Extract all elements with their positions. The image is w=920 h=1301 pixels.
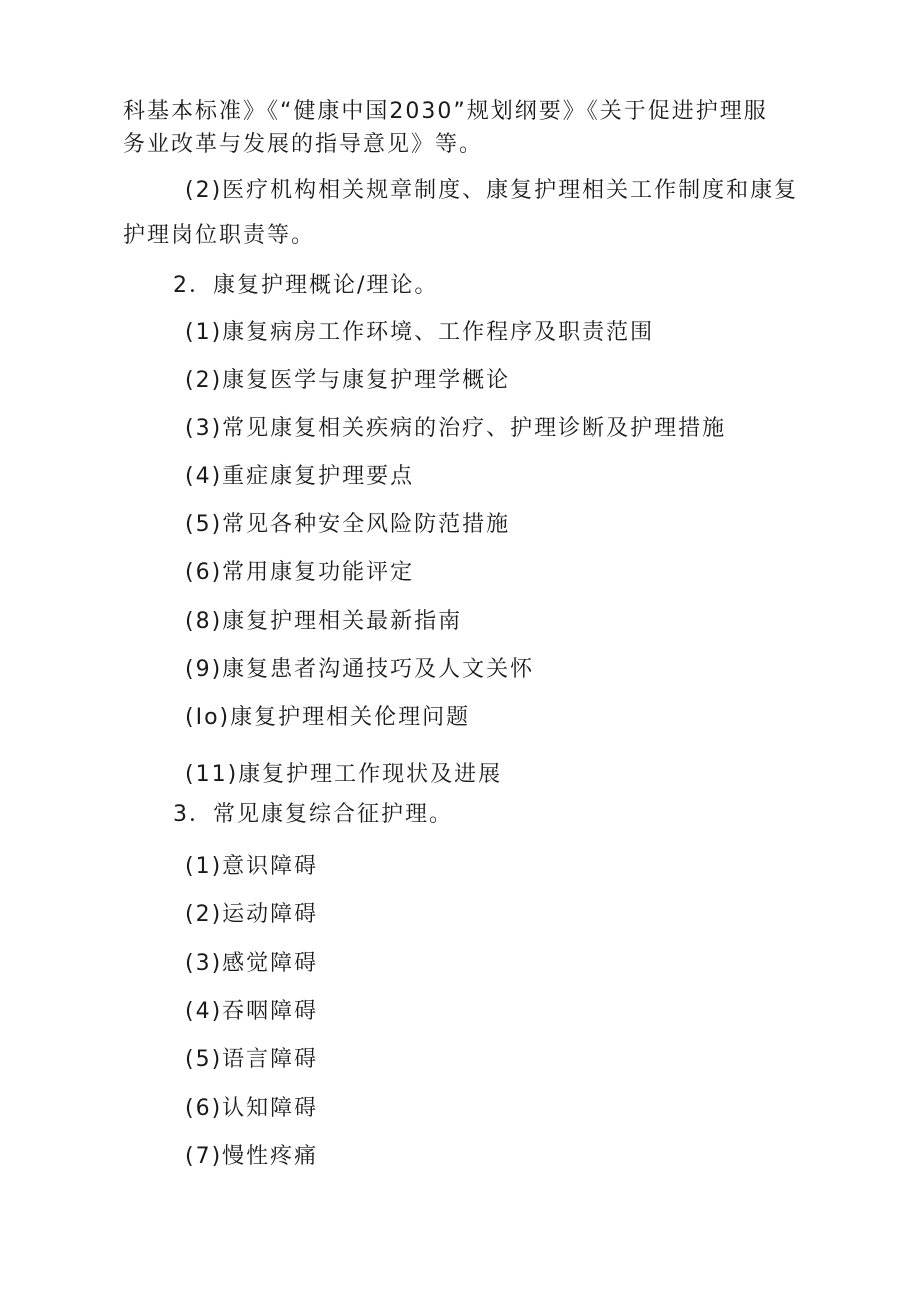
- intro-line-2: 务业改革与发展的指导意见》等。: [123, 132, 484, 157]
- regulations-line-1: (2)医疗机构相关规章制度、康复护理相关工作制度和康复: [185, 178, 799, 203]
- section-3-item: (5)语言障碍: [185, 1047, 319, 1072]
- section-2-item: (11)康复护理工作现状及进展: [185, 762, 503, 787]
- section-3-item: (4)吞咽障碍: [185, 999, 319, 1024]
- section-3-item: (2)运动障碍: [185, 902, 319, 927]
- section-3-item: (3)感觉障碍: [185, 951, 319, 976]
- section-2-item: (6)常用康复功能评定: [185, 560, 415, 585]
- section-3-item: (7)慢性疼痛: [185, 1144, 319, 1169]
- section-2-item: (2)康复医学与康复护理学概论: [185, 368, 511, 393]
- intro-line-1: 科基本标准》《“健康中国2030”规划纲要》《关于促进护理服: [123, 99, 768, 124]
- section-2-item: (4)重症康复护理要点: [185, 464, 415, 489]
- section-2-item: (3)常见康复相关疾病的治疗、护理诊断及护理措施: [185, 416, 727, 441]
- regulations-line-2: 护理岗位职责等。: [123, 223, 316, 248]
- section-2-item: (8)康复护理相关最新指南: [185, 609, 463, 634]
- section-2-heading: 2．康复护理概论/理论。: [173, 273, 439, 298]
- section-3-item: (1)意识障碍: [185, 854, 319, 879]
- section-3-heading: 3．常见康复综合征护理。: [173, 802, 453, 827]
- section-2-item: (1)康复病房工作环境、工作程序及职责范围: [185, 320, 655, 345]
- section-2-item: (5)常见各种安全风险防范措施: [185, 512, 511, 537]
- section-3-item: (6)认知障碍: [185, 1096, 319, 1121]
- section-2-item: (Io)康复护理相关伦理问题: [185, 705, 471, 730]
- section-2-item: (9)康复患者沟通技巧及人文关怀: [185, 657, 535, 682]
